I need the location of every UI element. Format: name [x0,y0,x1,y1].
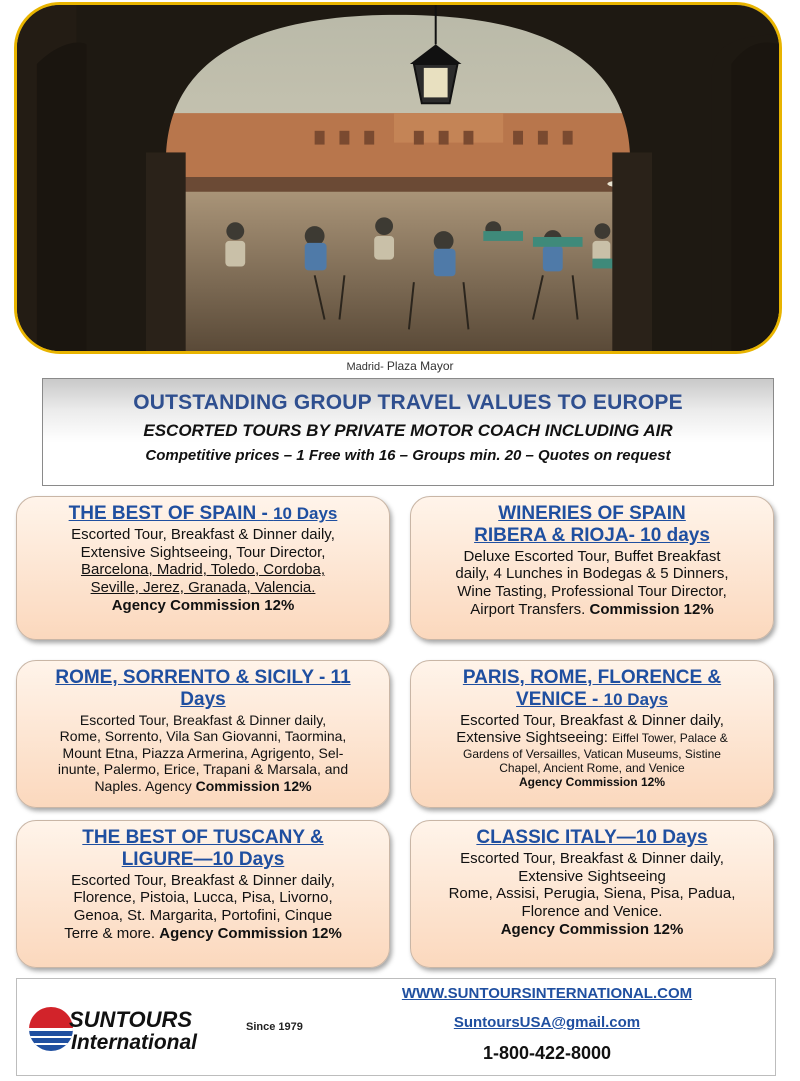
tour-description: Escorted Tour, Breakfast & Dinner daily, Rome, Sorrento, Vila San Giovanni, Taormina, Mount Etna, Piazza Armerina, Agrigento, Sel- inunte, Palermo, Erice, Trapani & Marsala, and Naples. Agency Commission 12% [57,711,349,794]
commission-text: Commission 12% [195,777,312,794]
tour-title: THE BEST OF SPAIN - 10 Days [68,503,338,524]
hero-photo [14,2,782,354]
headline-subtitle: ESCORTED TOURS BY PRIVATE MOTOR COACH INCLUDING AIR [143,421,673,440]
svg-text:International: International [71,1031,198,1054]
headline-banner [42,378,774,486]
website-link[interactable]: WWW.SUNTOURSINTERNATIONAL.COM [401,985,693,1002]
caption-place: Plaza Mayor [386,359,454,373]
tour-card-wineries-of-spain[interactable] [410,496,774,640]
plaza-mayor-illustration [17,5,779,351]
commission-text: Commission 12% [589,600,714,618]
since-text: Since 1979 [246,1021,303,1033]
contact-footer [16,978,776,1076]
photo-caption [0,359,800,373]
tour-title: CLASSIC ITALY—10 Days [476,827,708,848]
tour-title: ROME, SORRENTO & SICILY - 11 Days [55,667,351,710]
suntours-logo [27,1003,237,1055]
headline-terms: Competitive prices – 1 Free with 16 – Groups min. 20 – Quotes on request [145,447,671,464]
tour-card-rome-sorrento-sicily[interactable] [16,660,390,808]
svg-text:SUNTOURS: SUNTOURS [69,1007,193,1032]
tour-description: Escorted Tour, Breakfast & Dinner daily, Extensive Sightseeing: Eiffel Tower, Palace & Gardens of Versailles, Vatican Museums, Sistine Chapel, Ancient Rome, and Venice Agency Commission 12% [456,711,728,790]
phone-number: 1-800-422-8000 [482,1043,612,1063]
tour-card-classic-italy[interactable] [410,820,774,968]
headline-title: OUTSTANDING GROUP TRAVEL VALUES TO EUROPE [133,391,683,414]
caption-prefix: Madrid- [346,361,384,373]
tour-title: WINERIES OF SPAIN RIBERA & RIOJA- 10 days [474,503,710,546]
commission-text: Agency Commission 12% [159,924,342,942]
tour-title: THE BEST OF TUSCANY & LIGURE—10 Days [82,827,324,870]
commission-text: Agency Commission 12% [111,596,295,614]
tour-description: Deluxe Escorted Tour, Buffet Breakfast daily, 4 Lunches in Bodegas & 5 Dinners, Wine Tasting, Professional Tour Director, Airport Transfers. Commission 12% [455,547,729,618]
tour-card-best-of-spain[interactable] [16,496,390,640]
tour-title: PARIS, ROME, FLORENCE & VENICE - 10 Days [462,667,722,710]
tour-description: Escorted Tour, Breakfast & Dinner daily, Florence, Pistoia, Lucca, Pisa, Livorno, Genoa, St. Margarita, Portofini, Cinque Terre & more. Agency Commission 12% [64,871,342,942]
tour-description: Escorted Tour, Breakfast & Dinner daily, Extensive Sightseeing, Tour Director, Barcelona, Madrid, Toledo, Cordoba, Seville, Jerez, Granada, Valencia. Agency Commission 12% [71,525,335,614]
tour-description: Escorted Tour, Breakfast & Dinner daily, Extensive Sightseeing Rome, Assisi, Perugia, Siena, Pisa, Padua, Florence and Venice. Agency Commission 12% [448,849,736,938]
contact-links [367,985,727,1064]
commission-text: Agency Commission 12% [500,920,684,938]
commission-text: Agency Commission 12% [518,775,666,790]
tour-card-paris-rome-florence-venice[interactable] [410,660,774,808]
tour-card-best-of-tuscany[interactable] [16,820,390,968]
email-link[interactable]: SuntoursUSA@gmail.com [453,1014,641,1031]
